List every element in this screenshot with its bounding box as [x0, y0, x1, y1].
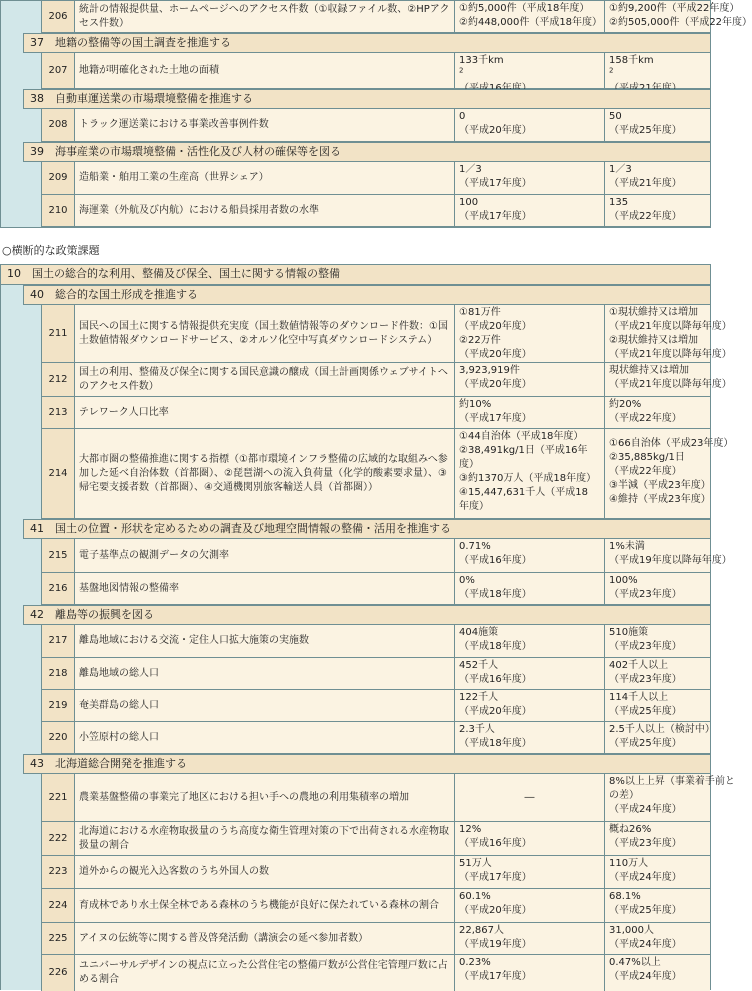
target-value: 概ね26% （平成23年度） [605, 822, 710, 855]
baseline-value: 0.71% （平成16年度） [455, 539, 605, 572]
row-number: 222 [42, 822, 75, 855]
baseline-value: 0% （平成18年度） [455, 573, 605, 604]
indicator-description: 基盤地図情報の整備率 [75, 573, 455, 604]
target-value: 68.1% （平成25年度） [605, 889, 710, 922]
indicator-description: 大都市圏の整備推進に関する指標（①都市環境インフラ整備の広域的な取組みへ参加した延べ自治体数（首都圏）、②琵琶湖への流入負荷量（化学的酸素要求量）、③帰宅要支援者数（首都圏）、④交通機関別旅客輸送人員（首都圏）） [75, 429, 455, 518]
target-value: 402千人以上 （平成23年度） [605, 658, 710, 689]
table-row [41, 162, 710, 195]
target-value: 158千km $^2$ [605, 53, 710, 88]
target-value: 110万人 （平成24年度） [605, 856, 710, 888]
row-number: 208 [42, 109, 75, 141]
row-number: 212 [42, 363, 75, 396]
row-number: 216 [42, 573, 75, 604]
baseline-value: 133千km $^2$ [455, 53, 605, 88]
indicator-description: アイヌの伝統等に関する普及啓発活動（講演会の延べ参加者数） [75, 923, 455, 954]
table-row [41, 305, 732, 363]
indicator-description: 農業基盤整備の事業完了地区における担い手への農地の利用集積率の増加 [75, 774, 455, 821]
indicator-description: 小笠原村の総人口 [75, 722, 455, 753]
table-row [41, 690, 710, 722]
target-value: 約20% （平成22年度） [605, 397, 710, 428]
indicator-description: トラック運送業における事業改善事例件数 [75, 109, 455, 141]
target-value: 100% （平成23年度） [605, 573, 710, 604]
table-row [41, 573, 710, 605]
row-number: 226 [42, 955, 75, 991]
table-row [41, 53, 710, 89]
baseline-value: 51万人 （平成17年度） [455, 856, 605, 888]
indicator-description: 離島地域における交流・定住人口拡大施策の実施数 [75, 625, 455, 657]
indicator-description: 電子基準点の観測データの欠測率 [75, 539, 455, 572]
indicator-description: 北海道における水産物取扱量のうち高度な衛生管理対策の下で出荷される水産物取扱量の割合 [75, 822, 455, 855]
row-number: 219 [42, 690, 75, 721]
row-number: 218 [42, 658, 75, 689]
baseline-value: 1／3 （平成17年度） [455, 162, 605, 194]
baseline-value: 約10% （平成17年度） [455, 397, 605, 428]
table-row [41, 889, 710, 923]
target-value: 114千人以上 （平成25年度） [605, 690, 710, 721]
row-number: 223 [42, 856, 75, 888]
table-block-2 [0, 264, 735, 990]
baseline-value: ①81万件 （平成20年度） ②22万件 （平成20年度） [455, 305, 605, 362]
baseline-value: 122千人 （平成20年度） [455, 690, 605, 721]
table-row [41, 955, 710, 991]
target-value: ①約9,200件（平成22年度） ②約505,000件（平成22年度） [605, 1, 710, 32]
target-value: 510施策 （平成23年度） [605, 625, 710, 657]
target-value: ①現状維持又は増加 （平成21年度以降毎年度） ②現状維持又は増加 （平成21年度以降毎年度） [605, 305, 710, 362]
baseline-value: ①44自治体（平成18年度） ②38,491kg/1日（平成16年 度） ③約1370万人（平成18年度） ④15,447,631千人（平成18 年度） [455, 429, 605, 518]
row-number: 213 [42, 397, 75, 428]
table-row [41, 1, 752, 33]
table-row [41, 539, 732, 573]
row-number: 214 [42, 429, 75, 518]
policy-header-43: 43 北海道総合開発を推進する [23, 754, 710, 774]
policy-header-40: 40 総合的な国土形成を推進する [23, 285, 710, 305]
baseline-value: ①約5,000件（平成18年度） ②約448,000件（平成18年度） [455, 1, 605, 32]
target-value: 1%未満 （平成19年度以降毎年度） [605, 539, 710, 572]
indicator-description: ユニバーサルデザインの視点に立った公営住宅の整備戸数が公営住宅管理戸数に占める割合 [75, 955, 455, 991]
indicator-description: 統計の情報提供量、ホームページへのアクセス件数（①収録ファイル数、②HPアクセス件数） [75, 1, 455, 32]
section-heading: ○横断的な政策課題 [2, 244, 100, 257]
target-value: 50 （平成25年度） [605, 109, 710, 141]
baseline-value: 22,867人 （平成19年度） [455, 923, 605, 954]
target-value: ①66自治体（平成23年度） ②35,885kg/1日 （平成22年度） ③半減（平成23年度） ④維持（平成23年度） [605, 429, 710, 518]
table-row [41, 429, 734, 519]
row-number: 225 [42, 923, 75, 954]
baseline-value: 3,923,919件 （平成20年度） [455, 363, 605, 396]
target-value: 31,000人 （平成24年度） [605, 923, 710, 954]
baseline-value: 60.1% （平成20年度） [455, 889, 605, 922]
table-row [41, 363, 732, 397]
table-row [41, 109, 710, 142]
table-row [41, 923, 710, 955]
table-row [41, 822, 710, 856]
baseline-value: 12% （平成16年度） [455, 822, 605, 855]
row-number: 217 [42, 625, 75, 657]
policy-header-38: 38 自動車運送業の市場環境整備を推進する [23, 89, 710, 109]
indicator-description: 離島地域の総人口 [75, 658, 455, 689]
table-row [41, 774, 735, 822]
indicator-description: 育成林であり水土保全林である森林のうち機能が良好に保たれている森林の割合 [75, 889, 455, 922]
row-number: 207 [42, 53, 75, 88]
baseline-value: 100 （平成17年度） [455, 195, 605, 226]
category-header-10: 10 国土の総合的な利用、整備及び保全、国土に関する情報の整備 [1, 265, 710, 285]
table-row [41, 625, 710, 658]
baseline-value: ― [455, 774, 605, 821]
table-row [41, 195, 710, 227]
indicator-description: 国土の利用、整備及び保全に関する国民意識の醸成（国土計画関係ウェブサイトへのアクセス件数） [75, 363, 455, 396]
table-row [41, 658, 710, 690]
policy-header-41: 41 国土の位置・形状を定めるための調査及び地理空間情報の整備・活用を推進する [23, 519, 710, 539]
table-block-1 [0, 0, 752, 228]
baseline-value: 404施策 （平成18年度） [455, 625, 605, 657]
policy-header-37: 37 地籍の整備等の国土調査を推進する [23, 33, 710, 53]
row-number: 224 [42, 889, 75, 922]
table-row [41, 722, 715, 754]
policy-header-42: 42 離島等の振興を図る [23, 605, 710, 625]
indicator-description: 道外からの観光入込客数のうち外国人の数 [75, 856, 455, 888]
indicator-description: 造船業・舶用工業の生産高（世界シェア） [75, 162, 455, 194]
row-number: 211 [42, 305, 75, 362]
baseline-value: 2.3千人 （平成18年度） [455, 722, 605, 753]
baseline-value: 0.23% （平成17年度） [455, 955, 605, 991]
target-value: 0.47%以上 （平成24年度） [605, 955, 710, 991]
row-number: 209 [42, 162, 75, 194]
indicator-description: 国民への国土に関する情報提供充実度（国土数値情報等のダウンロード件数：①国土数値情報ダウンロードサービス、②オルソ化空中写真ダウンロードシステム） [75, 305, 455, 362]
policy-header-39: 39 海事産業の市場環境整備・活性化及び人材の確保等を図る [23, 142, 710, 162]
indicator-description: 海運業（外航及び内航）における船員採用者数の水準 [75, 195, 455, 226]
baseline-value: 0 （平成20年度） [455, 109, 605, 141]
target-value: 現状維持又は増加 （平成21年度以降毎年度） [605, 363, 710, 396]
row-number: 215 [42, 539, 75, 572]
row-number: 210 [42, 195, 75, 226]
table-row [41, 856, 710, 889]
row-number: 206 [42, 1, 75, 32]
target-value: 2.5千人以上（検討中） （平成25年度） [605, 722, 710, 753]
target-value: 1／3 （平成21年度） [605, 162, 710, 194]
target-value: 8%以上上昇（事業着手前と の差） （平成24年度） [605, 774, 710, 821]
target-value: 135 （平成22年度） [605, 195, 710, 226]
table-row [41, 397, 710, 429]
indicator-description: 奄美群島の総人口 [75, 690, 455, 721]
row-number: 220 [42, 722, 75, 753]
indicator-description: テレワーク人口比率 [75, 397, 455, 428]
indicator-description: 地籍が明確化された土地の面積 [75, 53, 455, 88]
row-number: 221 [42, 774, 75, 821]
baseline-value: 452千人 （平成16年度） [455, 658, 605, 689]
